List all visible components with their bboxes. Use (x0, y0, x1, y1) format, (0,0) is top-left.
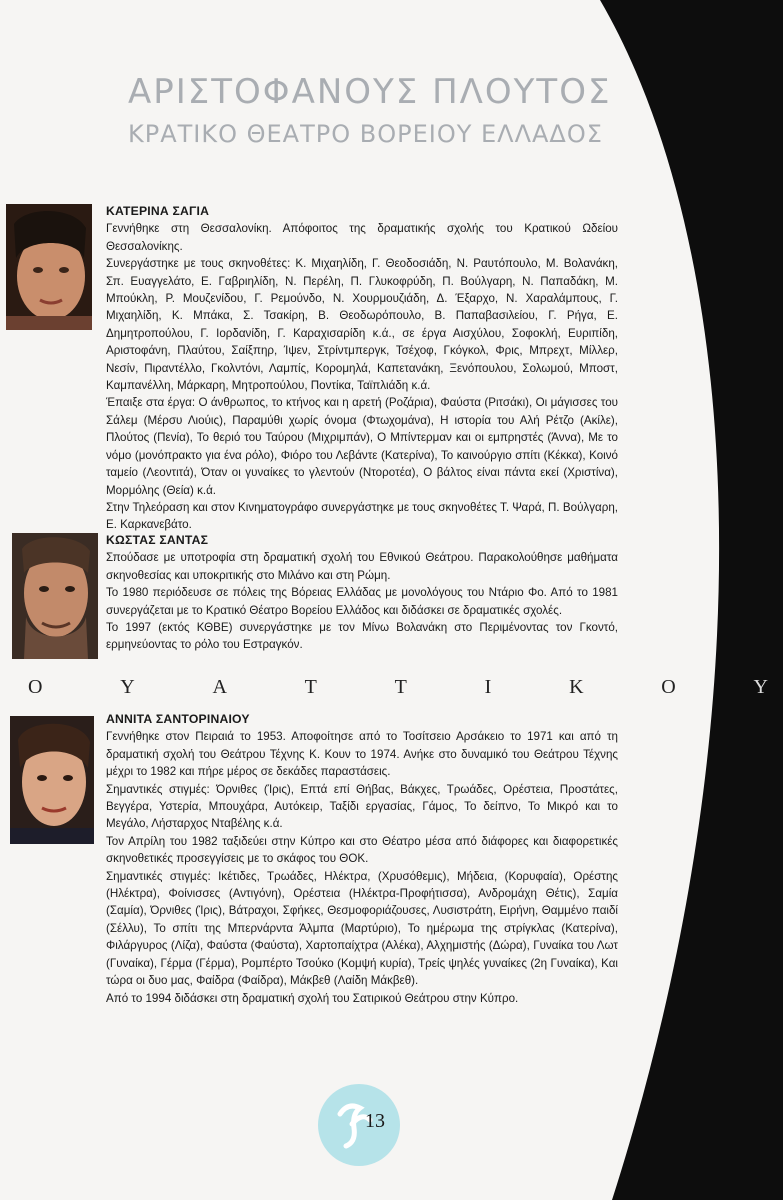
actor-name: ΚΩΣΤΑΣ ΣΑΝΤΑΣ (106, 533, 209, 547)
bio-paragraph: Σημαντικές στιγμές: Όρνιθες (Ίρις), Επτά επί Θήβας, Βάκχες, Τρωάδες, Ορέστεια, Προστάτες, Βεγγέρα, Υστερία, Μπουχάρα, Αυτόκειρ, Ταξίδι εργασίας, Γάμος, Το δείπνο, Το Μικρό και το Μεγάλο, Λήσταρχος Νταβέλης κ.ά. (106, 782, 618, 831)
actor-name: ΑΝΝΙΤΑ ΣΑΝΤΟΡΙΝΑΙΟΥ (106, 712, 250, 726)
divider-letter: Υ (120, 675, 135, 698)
divider-letter: Τ (394, 675, 407, 698)
bio-paragraph: Το 1980 περιόδευσε σε πόλεις της Βόρειας Ελλάδας με μονολόγους του Ντάριο Φο. Από το 1981 συνεργάζεται με το Κρατικό Θέατρο Βορείου Ελλάδος και διδάσκει σε δραματικές σχολές. (106, 586, 618, 617)
divider-letter: Κ (569, 675, 584, 698)
bio-paragraph: Συνεργάστηκε με τους σκηνοθέτες: Κ. Μιχαηλίδη, Γ. Θεοδοσιάδη, Ν. Ραυτόπουλο, Μ. Βολανάκη, Σπ. Ευαγγελάτο, Ε. Γαβριηλίδη, Ν. Περέλη, Π. Γλυκοφρύδη, Π. Βούλγαρη, Ν. Παπαδάκη, Μ. Μπούκλη, Ρ. Μουζενίδου, Γ. Ρεμούνδο, Ν. Χουρμουζιάδη, Δ. Έξαρχο, Ν. Χαραλάμπους, Γ. Μιχαηλίδη, Κ. Μπάκα, Σ. Τσακίρη, Β. Θεοδωρόπουλο, Β. Παπαβασιλείου, Γ. Ρήγα, Ε. Δημητροπούλου, Γ. Ιορδανίδη, Γ. Καραχισαρίδη κ.ά., σε έργα Αισχύλου, Σοφοκλή, Ευριπίδη, Αριστοφάνη, Πλαύτου, Σαίξπηρ, Ίψεν, Στρίντμπεργκ, Τσέχοφ, Γκόγκολ, Φρις, Μπρεχτ, Μίλλερ, Νεσίν, Πιραντέλλο, Γκολντόνι, Λαμπίς, Κορομηλά, Καπετανάκη, Ξενόπουλου, Σολωμού, Μποστ, Καμπανέλλη, Μάρκαρη, Μητροπούλου, Ποντίκα, Ταϊπλιάδη κ.ά. (106, 257, 618, 393)
bio-paragraph: Γεννήθηκε στον Πειραιά το 1953. Αποφοίτησε από το Τοσίτσειο Αρσάκειο το 1971 και από τη δραματική σχολή του Θεάτρου Τέχνης Κ. Κουν το 1974. Ανήκε στο δυναμικό του Θεάτρου Τέχνης μέχρι το 1982 και πήρε μέρος σε δεκάδες παραστάσεις. (106, 730, 618, 779)
page-subtitle: ΚΡΑΤΙΚΟ ΘΕΑΤΡΟ ΒΟΡΕΙΟΥ ΕΛΛΑΔΟΣ (128, 120, 603, 148)
divider-letter: Ι (484, 675, 492, 698)
theatre-logo (318, 1084, 400, 1166)
bio-paragraph: Το 1997 (εκτός ΚΘΒΕ) συνεργάστηκε με τον Μίνω Βολανάκη στο Περιμένοντας τον Γκοντό, ερμηνεύοντας το ρόλο του Εστραγκόν. (106, 621, 618, 652)
actor-photo-annita-santorinaiou (10, 716, 94, 844)
bio-paragraph: Στην Τηλεόραση και στον Κινηματογράφο συνεργάστηκε με τους σκηνοθέτες Τ. Ψαρά, Π. Βούλγαρη, Ε. Καρκανεβάτο. (106, 500, 618, 532)
page-title: ΑΡΙΣΤΟΦΑΝΟΥΣ ΠΛΟΥΤΟΣ (128, 72, 612, 112)
bio-paragraph: Σημαντικές στιγμές: Ικέτιδες, Τρωάδες, Ηλέκτρα, (Χρυσόθεμις), Μήδεια, (Κορυφαία), Ορέστης (Ηλέκτρα), Φοίνισσες (Αντιγόνη), Ορέστεια (Ηλέκτρα-Προφήτισσα), Ανδρομάχη Θέτις), Σαμία (Σαμία), Όρνιθες (Ίρις), Βάτραχοι, Σφήκες, Θεσμοφοριάζουσες, Λυσιστράτη, Ειρήνη, Θαμμένο παιδί (Σέλλυ), Το σπίτι της Μπερνάρντα Άλμπα (Μαρτύριο), Το ημέρωμα της στρίγκλας (Κατερίνα), Φιλάργυρος (Λίζα), Φαύστα (Φαύστα), Χαρτοπαίχτρα (Αλέκα), Αλχημιστής (Δώρα), Γυναίκα του Λωτ (Γυναίκα), Γέρμα (Γέρμα), Ρομπέρτο Τσούκο (Κομψή κυρία), Τρείς ψηλές γυναίκες (2η Γυναίκα), Και τώρα οι δυο μας, Φαίδρα (Φαίδρα), Μάκβεθ (Λαίδη Μάκβεθ). (106, 869, 618, 988)
bio-katerina-sagia (106, 203, 618, 534)
bio-paragraph: Σπούδασε με υποτροφία στη δραματική σχολή του Εθνικού Θεάτρου. Παρακολούθησε μαθήματα σκηνοθεσίας και υποκριτικής στο Μιλάνο και στη Ρώμη. (106, 551, 618, 582)
divider-letter: Τ (304, 675, 317, 698)
actor-photo-katerina-sagia (6, 204, 92, 330)
page-number: 13 (365, 1110, 385, 1132)
spaced-letters-divider (28, 672, 768, 702)
bio-paragraph: Έπαιξε στα έργα: Ο άνθρωπος, το κτήνος και η αρετή (Ροζάρια), Φαύστα (Ριτσάκι), Οι μάγισσες του Σάλεμ (Μέρσυ Λιούις), Παραμύθι χωρίς όνομα (Φτωχομάνα), Η ιστορία του Αλή Ρέτζο (Ακίλε), Πλούτος (Πενία), Το θεριό του Ταύρου (Μιχριμπάν), Ο Μπίντερμαν και οι εμπρηστές (Άννα), Με το νόμο (μονόπρακτο για ένα ρόλο), Φιόρο του Λεβάντε (Κατερίνα), Το καινούργιο σπίτι (Κέκκα), Κοινό ταμείο (Λεοντιτά), Όταν οι γυναίκες το γλεντούν (Ντορoτέα), Ο βάλτος είναι πάντα εκεί (Χριστίνα), Μορμόλης (Θεία) κ.ά. (106, 396, 618, 497)
bio-annita-santorinaiou (106, 711, 618, 1007)
actor-name: ΚΑΤΕΡΙΝΑ ΣΑΓΙΑ (106, 204, 210, 218)
divider-letter: Ο (28, 675, 43, 698)
divider-letter: Ο (661, 675, 676, 698)
divider-letter: Α (212, 675, 227, 698)
bio-paragraph: Γεννήθηκε στη Θεσσαλονίκη. Απόφοιτος της δραματικής σχολής του Κρατικού Ωδείου Θεσσαλονίκης. (106, 222, 618, 253)
bio-paragraph: Τον Απρίλη του 1982 ταξιδεύει στην Κύπρο και στο Θέατρο μέσα από διάφορες και διαφορετικές σκηνοθετικές προσεγγίσεις με το σκάφος του ΘΟΚ. (106, 834, 618, 866)
bio-paragraph: Από το 1994 διδάσκει στη δραματική σχολή του Σατιρικού Θεάτρου στην Κύπρο. (106, 991, 519, 1005)
divider-letter: Υ (753, 675, 768, 698)
actor-photo-kostas-santas (12, 533, 98, 659)
bio-kostas-santas (106, 532, 618, 654)
